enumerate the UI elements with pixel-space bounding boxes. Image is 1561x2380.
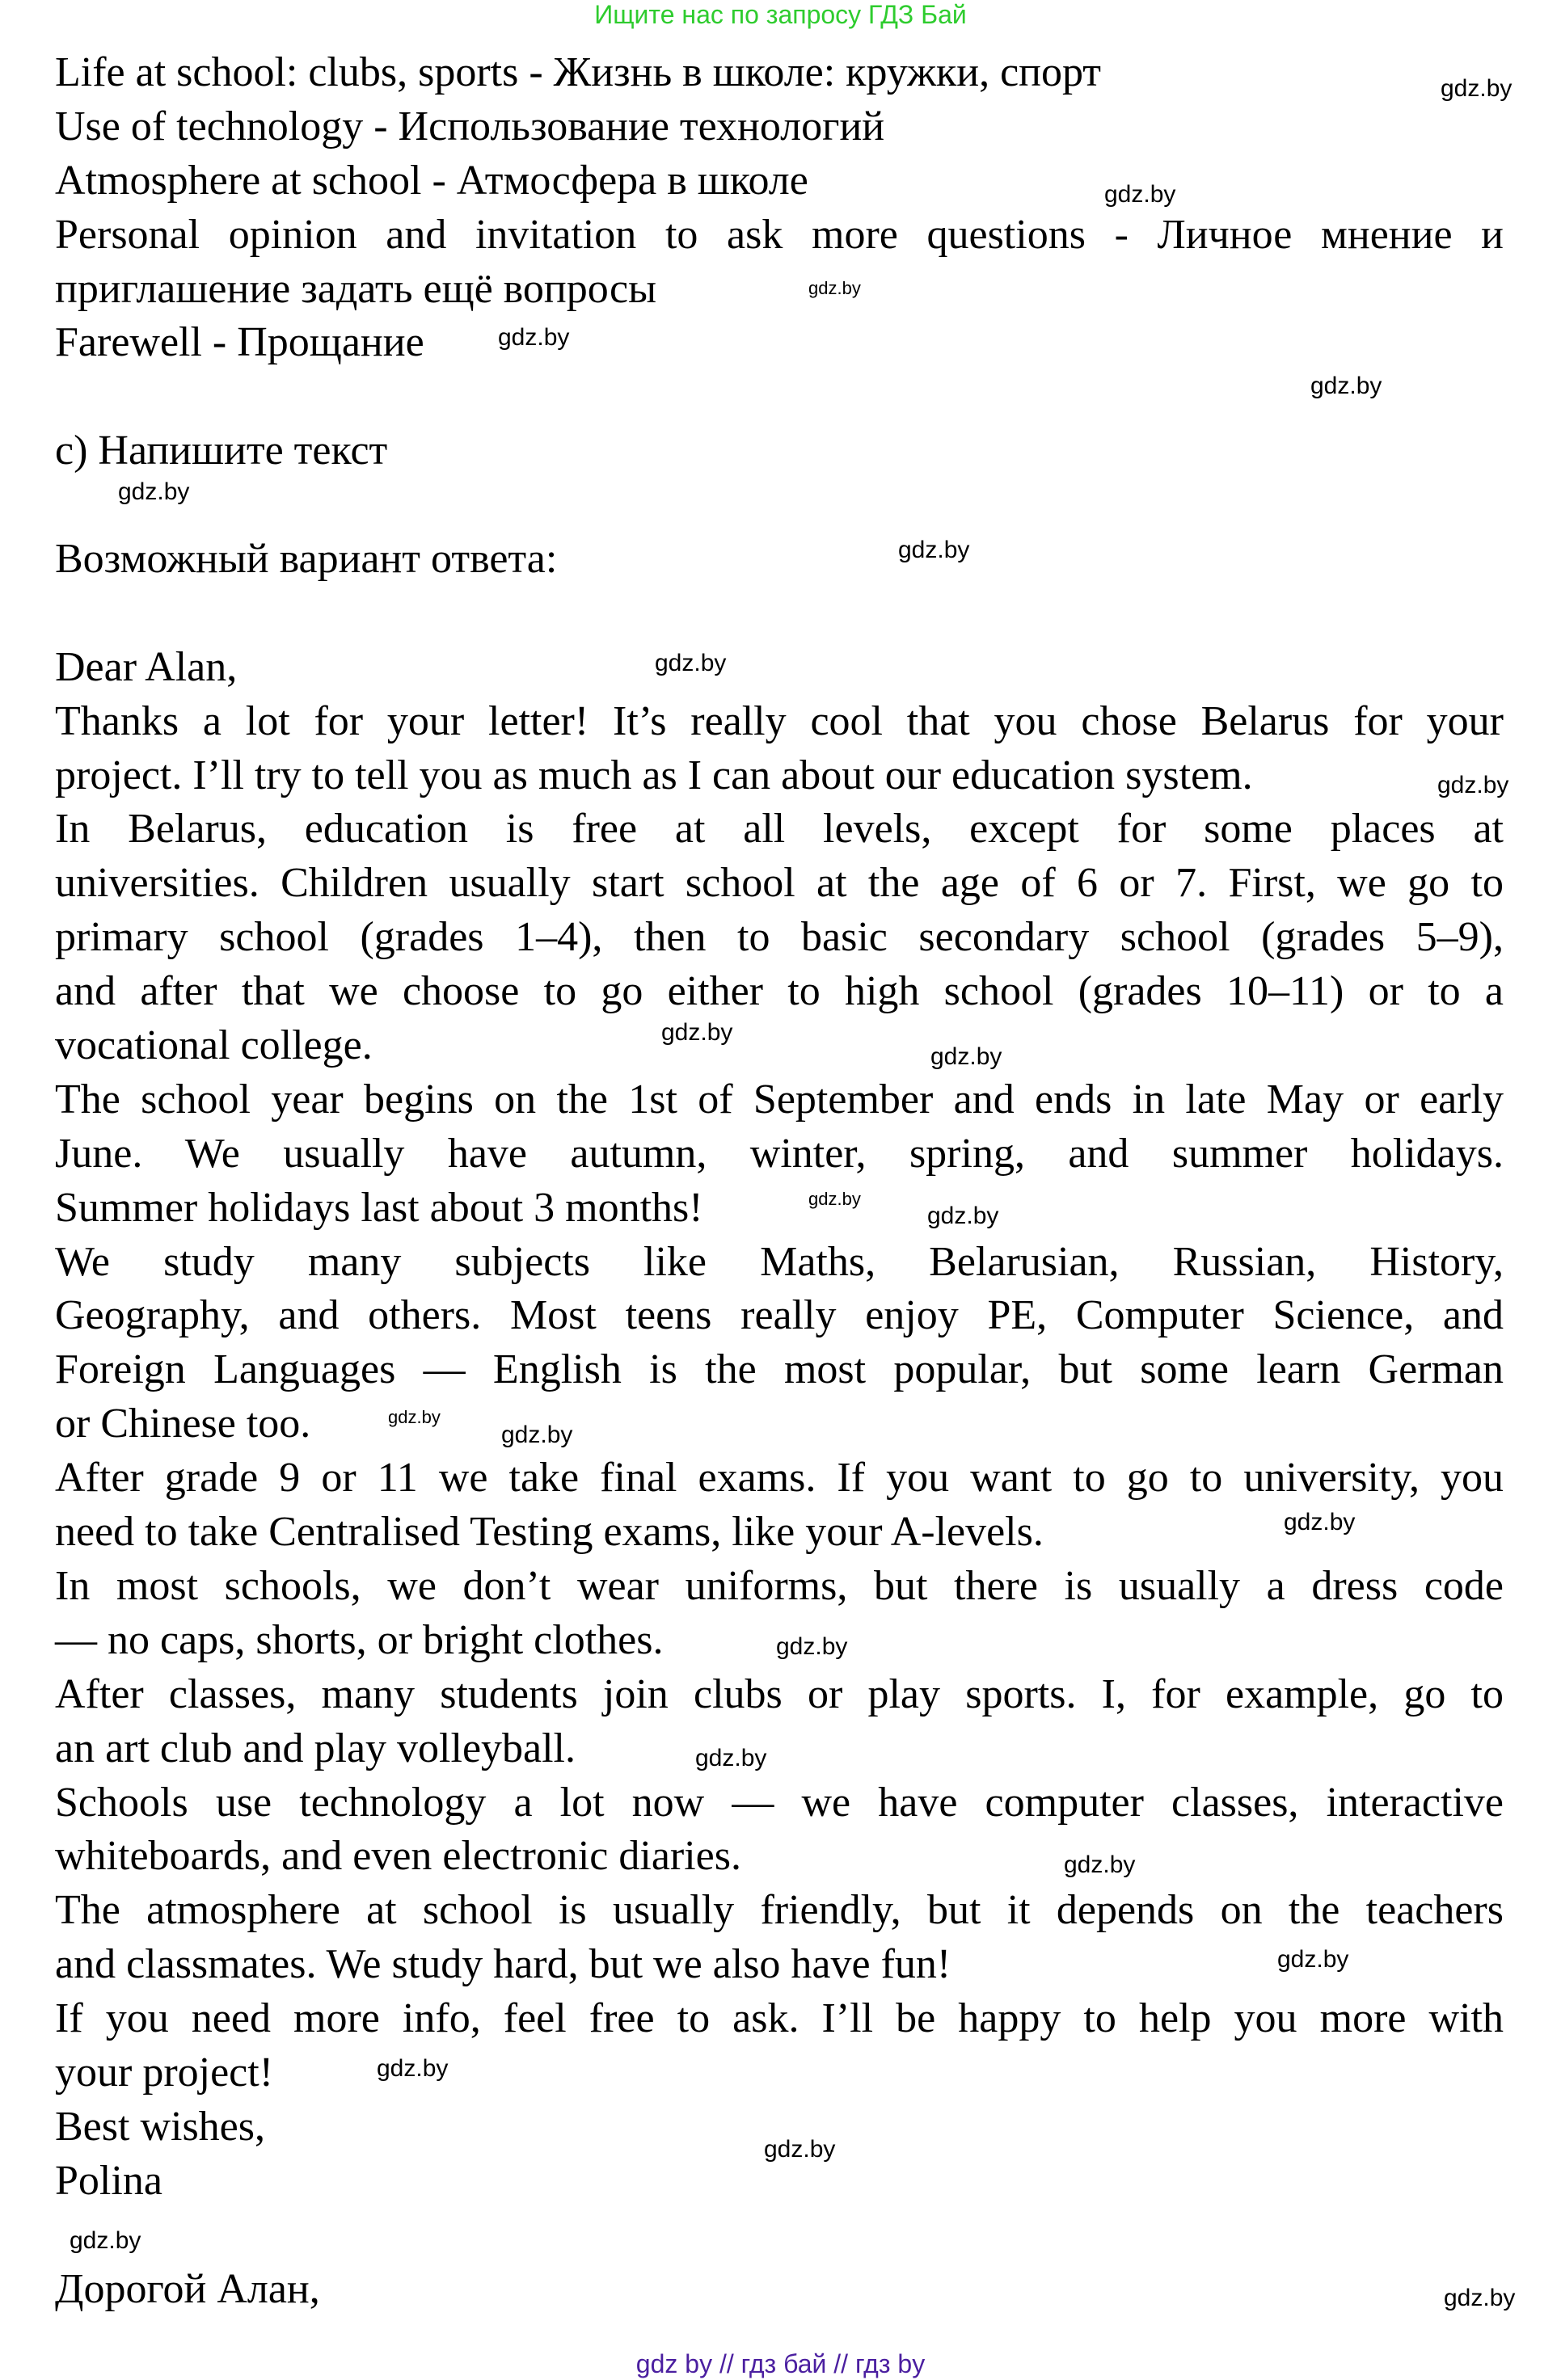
letter-line: and classmates. We study hard, but we also have fun! (55, 1941, 951, 1988)
watermark: gdz.by (1310, 373, 1382, 399)
letter-line: After classes, many students join clubs or play sports. I, for example, go to (55, 1670, 1504, 1717)
watermark: gdz.by (501, 1422, 573, 1448)
letter-line: Geography, and others. Most teens really enjoy PE, Computer Science, and (55, 1292, 1504, 1339)
search-banner: Ищите нас по запросу ГДЗ Бай (594, 0, 967, 29)
watermark: gdz.by (927, 1203, 999, 1229)
watermark: gdz.by (377, 2055, 449, 2082)
document-body (55, 46, 1504, 2316)
letter-line: universities. Children usually start school at the age of 6 or 7. First, we go to (55, 860, 1504, 907)
outline-item: Life at school: clubs, sports - Жизнь в школе: кружки, спорт (55, 49, 1102, 95)
footer-links[interactable]: gdz by // гдз бай // гдз by (635, 2349, 926, 2378)
watermark: gdz.by (388, 1407, 441, 1427)
watermark: gdz.by (808, 278, 861, 298)
watermark: gdz.by (1441, 75, 1512, 102)
watermark: gdz.by (898, 537, 970, 563)
watermark: gdz.by (808, 1189, 861, 1209)
letter-line: June. We usually have autumn, winter, spring, and summer holidays. (55, 1130, 1504, 1177)
watermark: gdz.by (1277, 1946, 1349, 1973)
answer-label: Возможный вариант ответа: (55, 536, 558, 583)
letter-line: primary school (grades 1–4), then to basic secondary school (grades 5–9), (55, 914, 1504, 961)
letter-line: whiteboards, and even electronic diaries. (55, 1833, 741, 1880)
watermark: gdz.by (1437, 772, 1509, 798)
letter-line: The atmosphere at school is usually friendly, but it depends on the teachers (55, 1887, 1504, 1934)
letter-line: The school year begins on the 1st of September and ends in late May or early (55, 1076, 1504, 1123)
watermark: gdz.by (655, 650, 727, 676)
letter-line: need to take Centralised Testing exams, like your A-levels. (55, 1509, 1044, 1556)
outline-item: Personal opinion and invitation to ask more questions - Личное мнение и (55, 211, 1504, 258)
letter-line: Foreign Languages — English is the most popular, but some learn German (55, 1346, 1504, 1393)
outline-item: Farewell - Прощание (55, 319, 424, 366)
letter-line: In Belarus, education is free at all levels, except for some places at (55, 806, 1504, 853)
task-heading: c) Напишите текст (55, 428, 388, 474)
watermark: gdz.by (1284, 1509, 1356, 1535)
letter-greeting: Dear Alan, (55, 643, 238, 690)
watermark: gdz.by (1064, 1851, 1136, 1878)
letter-line: or Chinese too. (55, 1401, 311, 1447)
letter-line: In most schools, we don’t wear uniforms, but there is usually a dress code (55, 1562, 1504, 1609)
letter-line: and after that we choose to go either to high school (grades 10–11) or to a (55, 968, 1504, 1015)
watermark: gdz.by (1104, 181, 1176, 208)
letter-line: Summer holidays last about 3 months! (55, 1184, 703, 1231)
letter-line: your project! (55, 2049, 274, 2096)
letter-line: an art club and play volleyball. (55, 1725, 576, 1771)
letter-line: — no caps, shorts, or bright clothes. (55, 1616, 664, 1663)
letter-line: We study many subjects like Maths, Belarusian, Russian, History, (55, 1238, 1504, 1285)
letter-line: If you need more info, feel free to ask. I’ll be happy to help you more with (55, 1995, 1504, 2042)
watermark: gdz.by (661, 1019, 733, 1046)
letter-closing: Best wishes, (55, 2103, 265, 2150)
letter-signature: Polina (55, 2157, 162, 2204)
outline-item: Use of technology - Использование технологий (55, 103, 885, 150)
letter-line: vocational college. (55, 1022, 373, 1069)
watermark: gdz.by (695, 1745, 767, 1771)
watermark: gdz.by (118, 478, 190, 505)
watermark: gdz.by (764, 2136, 836, 2163)
letter-line: After grade 9 or 11 we take final exams. If you want to go to university, you (55, 1455, 1504, 1502)
watermark: gdz.by (930, 1043, 1002, 1070)
letter-line: project. I’ll try to tell you as much as I can about our education system. (55, 752, 1253, 798)
russian-greeting: Дорогой Алан, (55, 2265, 320, 2312)
watermark: gdz.by (498, 324, 570, 351)
watermark: gdz.by (70, 2227, 141, 2254)
outline-item: Atmosphere at school - Атмосфера в школе (55, 157, 808, 204)
watermark: gdz.by (776, 1633, 848, 1660)
letter-line: Schools use technology a lot now — we have computer classes, interactive (55, 1779, 1504, 1826)
letter-line: Thanks a lot for your letter! It’s really cool that you chose Belarus for your (55, 697, 1504, 744)
watermark: gdz.by (1444, 2285, 1516, 2311)
outline-item: приглашение задать ещё вопросы (55, 265, 657, 312)
